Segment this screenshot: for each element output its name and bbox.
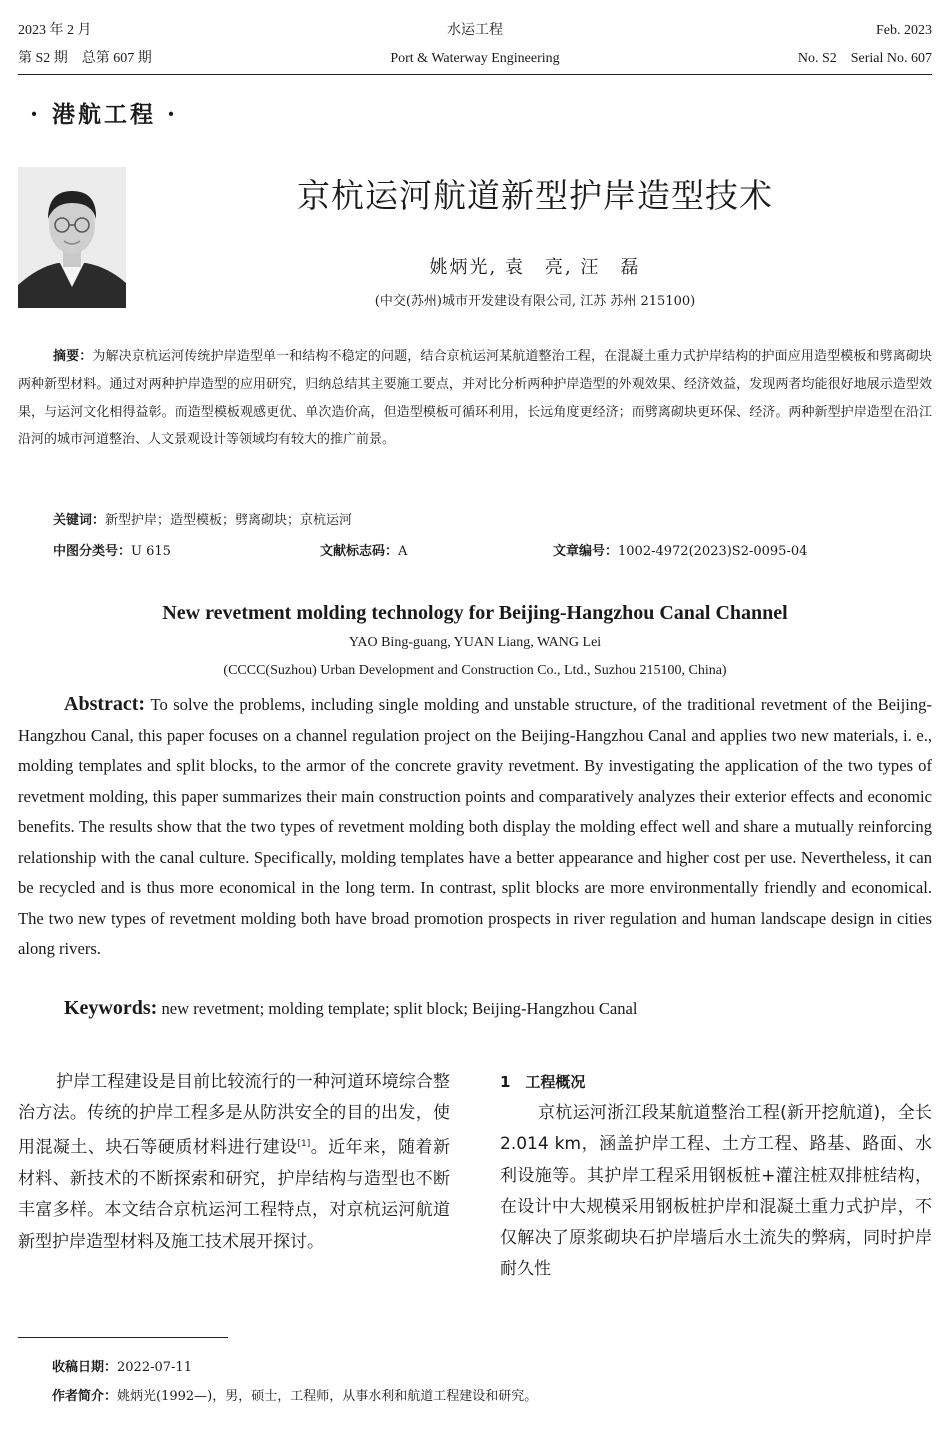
doc-code: 文献标志码：A: [320, 544, 408, 559]
affiliation-en: (CCCC(Suzhou) Urban Development and Construction Co., Ltd., Suzhou 215100, China): [223, 663, 727, 678]
abstract-en-label: Abstract:: [64, 693, 146, 715]
article-number: 文章编号：1002-4972(2023)S2-0095-04: [553, 544, 808, 559]
intro-paragraph: 护岸工程建设是目前比较流行的一种河道环境综合整治方法。传统的护岸工程多是从防洪安全的目的出发，使用混凝土、块石等硬质材料进行建设[1]。近年来，随着新材料、新技术的不断探索和研究，护岸结构与造型也不断丰富多样。本文结合京杭运河工程特点，对京杭运河航道新型护岸造型材料及施工技术展开探讨。: [18, 1072, 450, 1252]
keywords-cn-text: 新型护岸；造型模板；劈离砌块；京杭运河: [105, 513, 353, 528]
paper-title-cn: 京杭运河航道新型护岸造型技术: [297, 176, 773, 215]
keywords-en: [64, 997, 638, 1020]
abstract-cn: [18, 343, 932, 454]
authors-cn: 姚炳光, 袁 亮, 汪 磊: [429, 257, 641, 278]
header-date-en: Feb. 2023: [876, 23, 932, 38]
classification: 中图分类号：U 615: [53, 544, 171, 559]
citation-ref: [1]: [297, 1139, 311, 1150]
section-heading: 1 工程概况: [500, 1073, 586, 1091]
received-date: 收稿日期：2022-07-11: [52, 1360, 192, 1375]
section-tag: · 港航工程 ·: [30, 101, 179, 128]
author-bio: 作者简介：姚炳光(1992—)，男，硕士，工程师，从事水利和航道工程建设和研究。: [52, 1389, 538, 1404]
keywords-cn: [53, 509, 352, 528]
section-paragraph: 京杭运河浙江段某航道整治工程(新开挖航道)，全长 2.014 km，涵盖护岸工程、土方工程、路基、路面、水利设施等。其护岸工程采用钢板桩+灌注桩双排桩结构，在设计中大规模采用钢板桩护岸和混凝土重力式护岸，不仅解决了原浆砌块石护岸墙后水土流失的弊病，同时护岸耐久性: [500, 1103, 932, 1280]
header-date: 2023 年 2 月: [18, 23, 92, 38]
paper-title-en: New revetment molding technology for Beijing-Hangzhou Canal Channel: [162, 602, 788, 624]
keywords-cn-label: 关键词：: [53, 513, 106, 528]
body-column-left: [18, 1067, 450, 1258]
affiliation-cn: (中交(苏州)城市开发建设有限公司, 江苏 苏州 215100): [374, 294, 696, 309]
header-rule: [18, 74, 932, 75]
keywords-en-text: new revetment; molding template; split block; Beijing-Hangzhou Canal: [161, 999, 638, 1018]
keywords-en-label: Keywords:: [64, 997, 158, 1019]
abstract-en-text: To solve the problems, including single molding and unstable structure, of the traditional revetment of the Beijing-Hangzhou Canal, this paper focuses on a channel regulation project on the Beijing-Hangzhou Canal and applies two new materials, i. e., molding templates and split blocks, to the armor of the concrete gravity revetment. By investigating the application of the two types of revetment molding, this paper summarizes their main construction points and comparatively analyzes their exterior effects and economic benefits. The results show that the two types of revetment molding both display the molding effect well and share a mutually reinforcing relationship with the canal culture. Specifically, molding templates have a better appearance and higher cost per use. Nevertheless, it can be recycled and is thus more economical in the long term. In contrast, split blocks are more environmentally friendly and economical. The two new types of revetment molding both have broad promotion prospects in river regulation and human landscape design in cities along rivers.: [18, 695, 933, 958]
abstract-cn-text: 为解决京杭运河传统护岸造型单一和结构不稳定的问题，结合京杭运河某航道整治工程，在混凝土重力式护岸结构的护面应用造型模板和劈离砌块两种新型材料。通过对两种护岸造型的应用研究，归纳总结其主要施工要点，并对比分析两种护岸造型的外观效果、经济效益，发现两者均能很好地展示造型效果，与运河文化相得益彰。而造型模板观感更优、单次造价高，但造型模板可循环利用，长远角度更经济；而劈离砌块更环保、经济。两种新型护岸造型在沿江沿河的城市河道整治、人文景观设计等领域均有较大的推广前景。: [18, 349, 932, 448]
header-issue-en: No. S2 Serial No. 607: [797, 51, 932, 66]
abstract-en: [18, 689, 932, 965]
header-issue: 第 S2 期 总第 607 期: [18, 51, 152, 66]
header-journal-cn: 水运工程: [447, 23, 503, 38]
author-photo: [18, 167, 126, 308]
authors-en: YAO Bing-guang, YUAN Liang, WANG Lei: [348, 635, 602, 650]
body-column-right: [500, 1067, 932, 1285]
abstract-cn-label: 摘要：: [53, 349, 93, 364]
header-journal-en: Port & Waterway Engineering: [390, 51, 560, 66]
footnote-rule: [18, 1337, 228, 1338]
